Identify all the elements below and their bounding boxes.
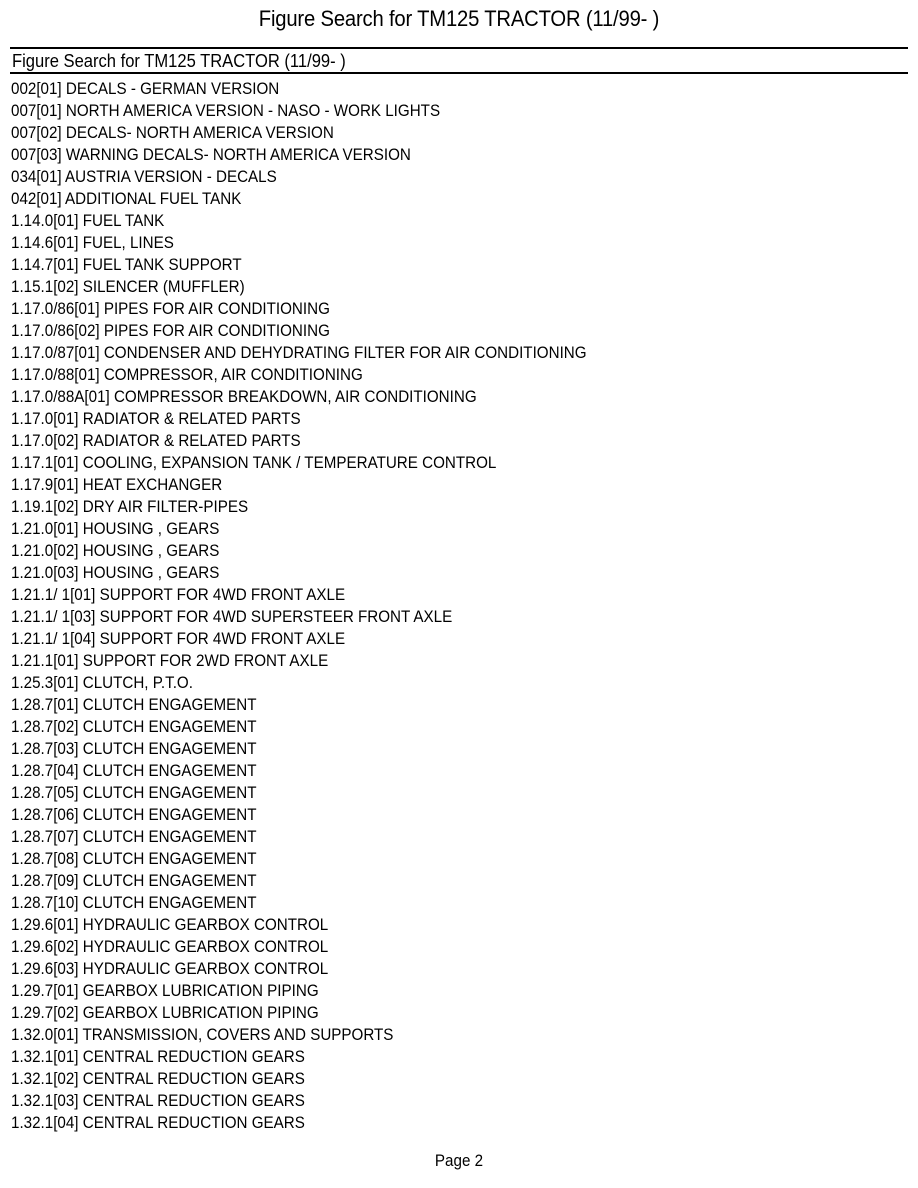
figure-list-item: 1.29.6[01] HYDRAULIC GEARBOX CONTROL (11, 916, 329, 934)
figure-list-item: 1.21.0[01] HOUSING , GEARS (11, 520, 220, 538)
figure-list-item: 1.32.1[01] CENTRAL REDUCTION GEARS (11, 1048, 305, 1066)
figure-list-item: 1.32.0[01] TRANSMISSION, COVERS AND SUPPORTS (11, 1026, 394, 1044)
figure-list-item: 1.28.7[06] CLUTCH ENGAGEMENT (11, 806, 257, 824)
figure-list-item: 1.28.7[01] CLUTCH ENGAGEMENT (11, 696, 257, 714)
figure-list-item: 1.15.1[02] SILENCER (MUFFLER) (11, 278, 245, 296)
figure-list-item: 1.17.1[01] COOLING, EXPANSION TANK / TEMPERATURE CONTROL (11, 454, 497, 472)
figure-list-item: 007[02] DECALS- NORTH AMERICA VERSION (11, 124, 334, 142)
figure-list-item: 1.29.7[01] GEARBOX LUBRICATION PIPING (11, 982, 319, 1000)
figure-list-item: 1.19.1[02] DRY AIR FILTER-PIPES (11, 498, 249, 516)
figure-list-item: 002[01] DECALS - GERMAN VERSION (11, 80, 280, 98)
figure-list-item: 1.29.6[03] HYDRAULIC GEARBOX CONTROL (11, 960, 329, 978)
figure-list (11, 78, 637, 1134)
figure-list-item: 1.28.7[08] CLUTCH ENGAGEMENT (11, 850, 257, 868)
figure-list-item: 1.32.1[03] CENTRAL REDUCTION GEARS (11, 1092, 305, 1110)
figure-list-item: 1.21.0[02] HOUSING , GEARS (11, 542, 220, 560)
figure-list-item: 1.29.7[02] GEARBOX LUBRICATION PIPING (11, 1004, 319, 1022)
figure-list-item: 1.21.1/ 1[04] SUPPORT FOR 4WD FRONT AXLE (11, 630, 346, 648)
figure-list-item: 1.17.0[01] RADIATOR & RELATED PARTS (11, 410, 301, 428)
figure-list-item: 1.17.0/86[02] PIPES FOR AIR CONDITIONING (11, 322, 330, 340)
figure-list-item: 1.21.1[01] SUPPORT FOR 2WD FRONT AXLE (11, 652, 329, 670)
figure-list-item: 1.21.0[03] HOUSING , GEARS (11, 564, 220, 582)
figure-list-item: 1.14.7[01] FUEL TANK SUPPORT (11, 256, 242, 274)
figure-list-item: 1.28.7[03] CLUTCH ENGAGEMENT (11, 740, 257, 758)
figure-list-item: 1.17.0/86[01] PIPES FOR AIR CONDITIONING (11, 300, 330, 318)
figure-list-item: 1.17.0[02] RADIATOR & RELATED PARTS (11, 432, 301, 450)
figure-list-item: 1.28.7[02] CLUTCH ENGAGEMENT (11, 718, 257, 736)
figure-list-item: 1.28.7[04] CLUTCH ENGAGEMENT (11, 762, 257, 780)
figure-list-item: 007[03] WARNING DECALS- NORTH AMERICA VERSION (11, 146, 411, 164)
figure-list-item: 1.14.0[01] FUEL TANK (11, 212, 165, 230)
figure-list-item: 1.28.7[07] CLUTCH ENGAGEMENT (11, 828, 257, 846)
figure-list-item: 007[01] NORTH AMERICA VERSION - NASO - WORK LIGHTS (11, 102, 441, 120)
figure-list-item: 1.21.1/ 1[01] SUPPORT FOR 4WD FRONT AXLE (11, 586, 346, 604)
figure-list-item: 1.17.0/88A[01] COMPRESSOR BREAKDOWN, AIR CONDITIONING (11, 388, 477, 406)
header-rule-bottom (10, 72, 908, 74)
page-number: Page 2 (434, 1152, 484, 1170)
figure-list-item: 042[01] ADDITIONAL FUEL TANK (11, 190, 242, 208)
figure-list-item: 034[01] AUSTRIA VERSION - DECALS (11, 168, 277, 186)
figure-list-item: 1.28.7[10] CLUTCH ENGAGEMENT (11, 894, 257, 912)
figure-list-item: 1.25.3[01] CLUTCH, P.T.O. (11, 674, 193, 692)
figure-list-item: 1.14.6[01] FUEL, LINES (11, 234, 174, 252)
figure-list-item: 1.21.1/ 1[03] SUPPORT FOR 4WD SUPERSTEER FRONT AXLE (11, 608, 453, 626)
figure-list-item: 1.17.0/88[01] COMPRESSOR, AIR CONDITIONING (11, 366, 363, 384)
figure-list-item: 1.28.7[09] CLUTCH ENGAGEMENT (11, 872, 257, 890)
table-heading: Figure Search for TM125 TRACTOR (11/99- ) (12, 51, 346, 71)
header-rule-top (10, 47, 908, 49)
figure-list-item: 1.17.0/87[01] CONDENSER AND DEHYDRATING FILTER FOR AIR CONDITIONING (11, 344, 587, 362)
figure-list-item: 1.28.7[05] CLUTCH ENGAGEMENT (11, 784, 257, 802)
page-title: Figure Search for TM125 TRACTOR (11/99- ) (258, 6, 660, 31)
figure-list-item: 1.17.9[01] HEAT EXCHANGER (11, 476, 223, 494)
figure-list-item: 1.29.6[02] HYDRAULIC GEARBOX CONTROL (11, 938, 329, 956)
figure-list-item: 1.32.1[02] CENTRAL REDUCTION GEARS (11, 1070, 305, 1088)
figure-list-item: 1.32.1[04] CENTRAL REDUCTION GEARS (11, 1114, 305, 1132)
